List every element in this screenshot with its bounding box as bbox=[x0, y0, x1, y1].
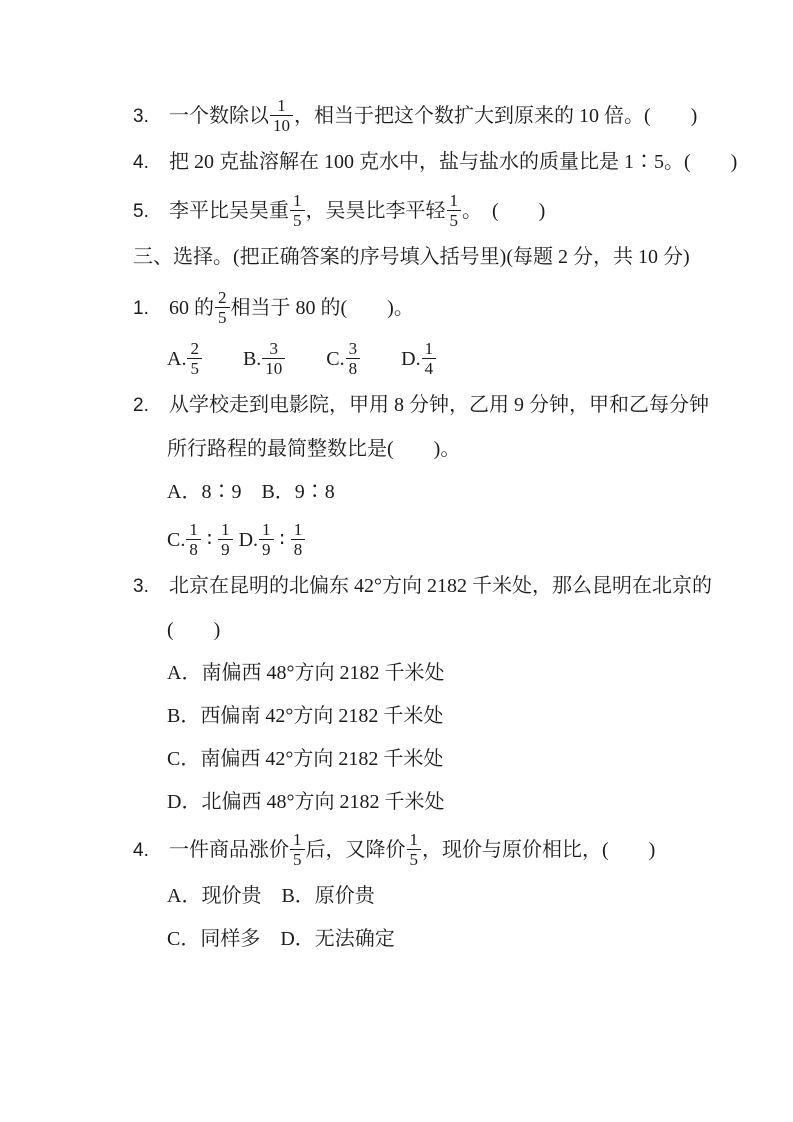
section-heading bbox=[133, 244, 743, 270]
text-run: 60 的 bbox=[169, 297, 214, 320]
text-run: C．同样多 D．无法确定 bbox=[167, 928, 395, 951]
item-number: 2. bbox=[133, 395, 149, 417]
item-number: 3. bbox=[133, 576, 149, 598]
fraction-denominator: 4 bbox=[422, 358, 437, 378]
fraction bbox=[270, 96, 293, 135]
fraction-numerator: 1 bbox=[424, 339, 434, 359]
text-run: B. bbox=[202, 348, 262, 371]
fraction-denominator: 8 bbox=[186, 539, 201, 559]
text-run: C. bbox=[167, 529, 186, 552]
fraction-numerator: 1 bbox=[293, 830, 302, 850]
text-run: 北京在昆明的北偏东 42°方向 2182 千米处，那么昆明在北京的 bbox=[169, 575, 712, 598]
text-run: A．现价贵 B．原价贵 bbox=[167, 885, 375, 908]
choice-options bbox=[167, 522, 743, 561]
text-run: 李平比吴昊重 bbox=[169, 200, 289, 223]
judge-item bbox=[133, 193, 743, 232]
item-number: 1. bbox=[133, 298, 149, 320]
text-run: 。 ( ) bbox=[462, 200, 546, 223]
fraction bbox=[291, 520, 306, 559]
fraction bbox=[215, 288, 230, 327]
text-run: ∶ bbox=[201, 529, 218, 552]
judge-item bbox=[133, 149, 743, 176]
fraction-denominator: 8 bbox=[346, 358, 361, 378]
fraction bbox=[259, 520, 274, 559]
fraction-numerator: 1 bbox=[293, 191, 302, 211]
fraction bbox=[346, 339, 361, 378]
fraction bbox=[218, 520, 233, 559]
fraction-numerator: 1 bbox=[221, 520, 230, 540]
item-number: 3. bbox=[133, 106, 149, 128]
fraction-denominator: 5 bbox=[187, 358, 202, 378]
text-run: 从学校走到电影院，甲用 8 分钟，乙用 9 分钟，甲和乙每分钟 bbox=[169, 394, 709, 417]
text-run: B．西偏南 42°方向 2182 千米处 bbox=[167, 705, 444, 728]
item-number: 4. bbox=[133, 152, 149, 174]
text-run: A. bbox=[167, 348, 187, 371]
fraction-numerator: 2 bbox=[218, 288, 227, 308]
fraction bbox=[290, 191, 305, 230]
text-run: ，相当于把这个数扩大到原来的 10 倍。( ) bbox=[294, 105, 698, 128]
fraction-denominator: 5 bbox=[447, 210, 462, 230]
text-run: ( ) bbox=[167, 619, 221, 642]
choice-options bbox=[167, 660, 743, 686]
answer-parens bbox=[167, 617, 743, 643]
fraction-denominator: 10 bbox=[270, 115, 293, 135]
text-run: A．8∶9 B．9∶8 bbox=[167, 481, 335, 504]
item-number: 5. bbox=[133, 201, 149, 223]
text-run: ∶ bbox=[274, 529, 290, 552]
choice-options bbox=[167, 703, 743, 729]
choice-stem bbox=[133, 573, 743, 600]
fraction-numerator: 3 bbox=[348, 339, 358, 359]
choice-options bbox=[167, 789, 743, 815]
fraction-numerator: 1 bbox=[293, 520, 303, 540]
fraction-numerator: 1 bbox=[262, 520, 271, 540]
fraction bbox=[187, 339, 202, 378]
text-run: ，现价与原价相比，( ) bbox=[422, 839, 656, 862]
choice-options bbox=[167, 883, 743, 909]
choice-stem bbox=[133, 832, 743, 871]
fraction-denominator: 5 bbox=[290, 210, 305, 230]
fraction-denominator: 5 bbox=[290, 849, 305, 869]
text-run: 所行路程的最简整数比是( )。 bbox=[167, 438, 461, 461]
text-run: 后，又降价 bbox=[305, 839, 406, 862]
fraction-numerator: 3 bbox=[269, 339, 279, 359]
fraction-numerator: 2 bbox=[190, 339, 199, 359]
choice-options bbox=[167, 479, 743, 505]
text-run: ，吴昊比李平轻 bbox=[305, 200, 446, 223]
choice-options bbox=[167, 341, 743, 380]
fraction-denominator: 9 bbox=[259, 539, 274, 559]
fraction-denominator: 9 bbox=[218, 539, 233, 559]
fraction-numerator: 1 bbox=[449, 191, 458, 211]
fraction bbox=[422, 339, 437, 378]
text-run: 三、选择。(把正确答案的序号填入括号里)(每题 2 分，共 10 分) bbox=[133, 246, 690, 269]
text-run: C．南偏西 42°方向 2182 千米处 bbox=[167, 748, 444, 771]
text-run: 一个数除以 bbox=[169, 105, 269, 128]
fraction-denominator: 10 bbox=[262, 358, 285, 378]
fraction bbox=[447, 191, 462, 230]
fraction bbox=[290, 830, 305, 869]
item-number: 4. bbox=[133, 840, 149, 862]
fraction bbox=[407, 830, 422, 869]
judge-item bbox=[133, 98, 743, 137]
text-run: D. bbox=[361, 348, 421, 371]
text-run: 相当于 80 的( )。 bbox=[230, 297, 414, 320]
fraction-denominator: 5 bbox=[215, 307, 230, 327]
text-run: 把 20 克盐溶解在 100 克水中，盐与盐水的质量比是 1∶5。( ) bbox=[169, 151, 738, 174]
choice-options bbox=[167, 746, 743, 772]
choice-options bbox=[167, 926, 743, 952]
fraction bbox=[262, 339, 285, 378]
choice-stem bbox=[133, 290, 743, 329]
choice-stem-cont bbox=[167, 436, 743, 462]
choice-stem bbox=[133, 392, 743, 419]
text-run: 一件商品涨价 bbox=[169, 839, 289, 862]
text-run: C. bbox=[286, 348, 345, 371]
fraction-numerator: 1 bbox=[409, 830, 418, 850]
fraction bbox=[186, 520, 201, 559]
text-run: D. bbox=[233, 529, 259, 552]
text-run: A．南偏西 48°方向 2182 千米处 bbox=[167, 662, 445, 685]
text-run: D．北偏西 48°方向 2182 千米处 bbox=[167, 791, 445, 814]
fraction-denominator: 5 bbox=[407, 849, 422, 869]
fraction-numerator: 1 bbox=[189, 520, 198, 540]
fraction-denominator: 8 bbox=[291, 539, 306, 559]
fraction-numerator: 1 bbox=[277, 96, 286, 115]
